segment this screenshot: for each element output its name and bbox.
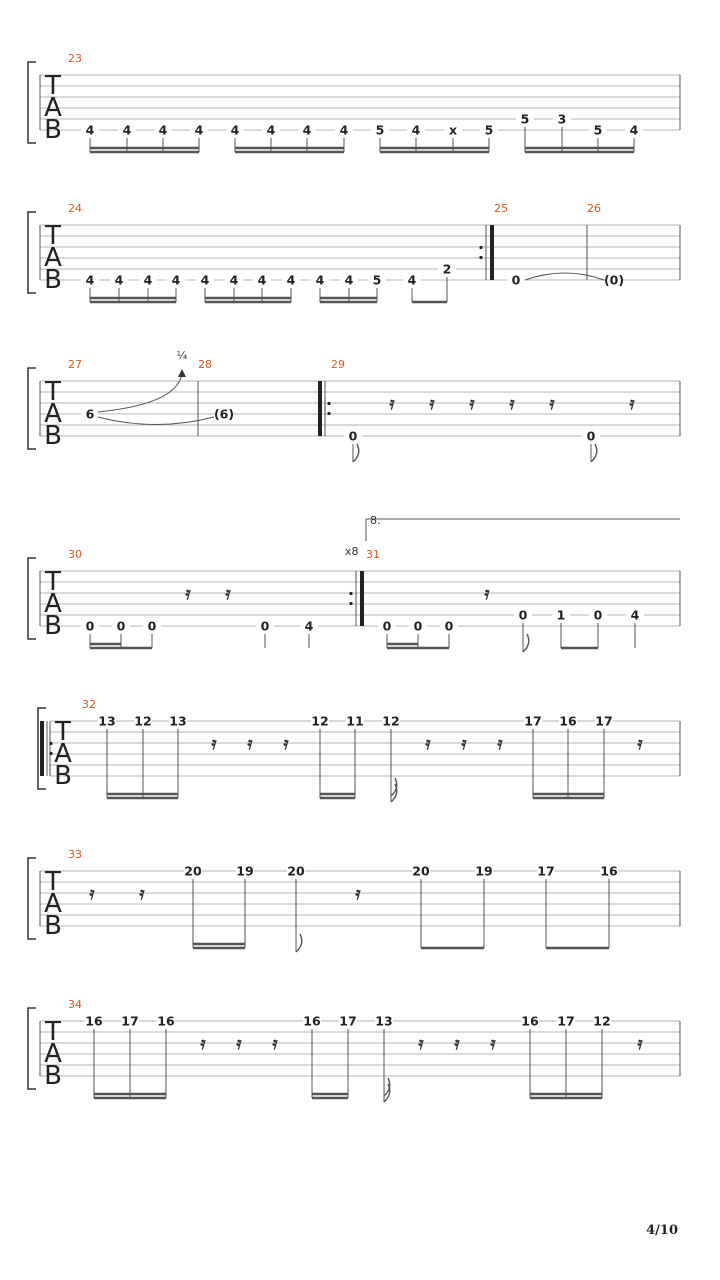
fret-number: (6) <box>213 406 235 422</box>
fret-number: 20 <box>184 863 202 879</box>
repeat-dot <box>327 402 330 405</box>
fret-number: 4 <box>230 122 240 138</box>
tab-clef-letter: A <box>44 93 62 123</box>
note-flag <box>591 444 597 462</box>
rest-symbol: 𝄿 <box>355 884 361 904</box>
system-brace <box>28 1008 36 1089</box>
rest-symbol: 𝄿 <box>637 1034 643 1054</box>
fret-number: 4 <box>411 122 421 138</box>
tab-system <box>28 202 680 302</box>
repeat-start-thick <box>40 721 44 776</box>
tab-clef-letter: A <box>44 889 62 919</box>
rest-symbol: 𝄿 <box>283 734 289 754</box>
fret-number: 20 <box>412 863 430 879</box>
bend-arrowhead <box>178 369 186 377</box>
fret-number: 17 <box>595 713 613 729</box>
rest-symbol: 𝄿 <box>247 734 253 754</box>
measure-number: 33 <box>68 848 82 861</box>
measure-number: 24 <box>68 202 82 215</box>
fret-number: 4 <box>171 272 181 288</box>
fret-number: 1 <box>556 607 566 623</box>
repeat-dot <box>327 412 330 415</box>
repeat-dot <box>49 742 52 745</box>
fret-number: 12 <box>593 1013 611 1029</box>
tab-clef-letter: A <box>44 399 62 429</box>
system-brace <box>28 368 36 449</box>
fret-number: 16 <box>85 1013 103 1029</box>
fret-number: 0 <box>85 618 95 634</box>
tab-clef-letter: T <box>45 1017 61 1047</box>
tie-arc <box>98 417 214 425</box>
fret-number: 4 <box>266 122 276 138</box>
measure-number: 28 <box>198 358 212 371</box>
fret-number: 19 <box>236 863 254 879</box>
tab-clef-letter: T <box>45 71 61 101</box>
rest-symbol: 𝄿 <box>236 1034 242 1054</box>
fret-number: 0 <box>116 618 126 634</box>
measure-number: 31 <box>366 548 380 561</box>
tab-system <box>28 52 680 152</box>
fret-number: 4 <box>302 122 312 138</box>
ottava-label: 8. <box>370 514 381 527</box>
fret-number: 5 <box>593 122 603 138</box>
tie-arc <box>525 273 604 280</box>
tab-system <box>28 349 680 462</box>
fret-number: 4 <box>344 272 354 288</box>
repeat-start-thick <box>318 381 322 436</box>
fret-number: 13 <box>98 713 116 729</box>
rest-symbol: 𝄿 <box>509 394 515 414</box>
tab-system <box>28 848 680 952</box>
tab-clef-letter: B <box>44 611 62 641</box>
fret-number: 16 <box>303 1013 321 1029</box>
fret-number: 16 <box>600 863 618 879</box>
measure-number: 32 <box>82 698 96 711</box>
rest-symbol: 𝄿 <box>139 884 145 904</box>
fret-number: 0 <box>260 618 270 634</box>
rest-symbol: 𝄿 <box>429 394 435 414</box>
tab-systems <box>28 52 680 1102</box>
system-brace <box>28 558 36 639</box>
fret-number: 4 <box>85 122 95 138</box>
fret-number: 13 <box>375 1013 393 1029</box>
tab-clef-letter: T <box>45 867 61 897</box>
fret-number: 0 <box>444 618 454 634</box>
tab-clef-letter: B <box>44 115 62 145</box>
fret-number: 16 <box>157 1013 175 1029</box>
fret-number: 5 <box>372 272 382 288</box>
tab-clef-letter: A <box>44 243 62 273</box>
fret-number: 17 <box>339 1013 357 1029</box>
rest-symbol: 𝄿 <box>637 734 643 754</box>
tab-clef-letter: B <box>44 265 62 295</box>
rest-symbol: 𝄿 <box>484 584 490 604</box>
system-brace <box>28 62 36 143</box>
rest-symbol: 𝄿 <box>225 584 231 604</box>
system-brace <box>28 212 36 293</box>
fret-number: 4 <box>229 272 239 288</box>
fret-number: 13 <box>169 713 187 729</box>
fret-number: 4 <box>143 272 153 288</box>
rest-symbol: 𝄿 <box>200 1034 206 1054</box>
system-brace <box>28 858 36 939</box>
repeat-dot <box>49 752 52 755</box>
fret-number: 0 <box>348 428 358 444</box>
fret-number: 4 <box>194 122 204 138</box>
rest-symbol: 𝄿 <box>549 394 555 414</box>
fret-number: 19 <box>475 863 493 879</box>
repeat-count-label: x8 <box>345 545 359 558</box>
rest-symbol: 𝄿 <box>418 1034 424 1054</box>
rest-symbol: 𝄿 <box>461 734 467 754</box>
tab-clef-letter: T <box>45 567 61 597</box>
tab-clef-letter: T <box>45 221 61 251</box>
fret-number: 3 <box>557 111 567 127</box>
fret-number: 4 <box>122 122 132 138</box>
measure-number: 30 <box>68 548 82 561</box>
fret-number: 17 <box>537 863 555 879</box>
repeat-dot <box>349 602 352 605</box>
fret-number: 4 <box>407 272 417 288</box>
bend-amount-label: ¼ <box>176 349 188 362</box>
fret-number: 6 <box>85 406 95 422</box>
fret-number: 17 <box>524 713 542 729</box>
repeat-end-thick <box>360 571 364 626</box>
fret-number: 0 <box>518 607 528 623</box>
tab-clef-letter: B <box>44 1061 62 1091</box>
measure-number: 26 <box>587 202 601 215</box>
fret-number: 0 <box>593 607 603 623</box>
fret-number: 17 <box>557 1013 575 1029</box>
measure-number: 27 <box>68 358 82 371</box>
measure-number: 23 <box>68 52 82 65</box>
repeat-dot <box>479 246 482 249</box>
tab-clef-letter: B <box>44 911 62 941</box>
rest-symbol: 𝄿 <box>490 1034 496 1054</box>
fret-number: 17 <box>121 1013 139 1029</box>
fret-number: 4 <box>315 272 325 288</box>
fret-number: 0 <box>382 618 392 634</box>
fret-number: 0 <box>586 428 596 444</box>
fret-number: (0) <box>603 272 625 288</box>
fret-number: 4 <box>304 618 314 634</box>
fret-number: 4 <box>339 122 349 138</box>
rest-symbol: 𝄿 <box>454 1034 460 1054</box>
tab-clef-letter: T <box>55 717 71 747</box>
tab-clef-letter: B <box>54 761 72 791</box>
fret-number: 5 <box>520 111 530 127</box>
fret-number: 4 <box>114 272 124 288</box>
rest-symbol: 𝄿 <box>425 734 431 754</box>
rest-symbol: 𝄿 <box>89 884 95 904</box>
fret-number: 0 <box>511 272 521 288</box>
tab-clef-letter: A <box>44 1039 62 1069</box>
tab-clef-letter: A <box>44 589 62 619</box>
note-flag <box>296 934 302 952</box>
note-flag <box>353 444 359 462</box>
fret-number: 16 <box>521 1013 539 1029</box>
tab-clef-letter: B <box>44 421 62 451</box>
fret-number: 4 <box>158 122 168 138</box>
fret-number: x <box>448 122 458 138</box>
fret-number: 4 <box>257 272 267 288</box>
rest-symbol: 𝄿 <box>629 394 635 414</box>
measure-number: 29 <box>331 358 345 371</box>
rest-symbol: 𝄿 <box>389 394 395 414</box>
fret-number: 0 <box>147 618 157 634</box>
measure-number: 25 <box>494 202 508 215</box>
fret-number: 16 <box>559 713 577 729</box>
fret-number: 0 <box>413 618 423 634</box>
tab-system <box>38 698 680 802</box>
fret-number: 4 <box>286 272 296 288</box>
rest-symbol: 𝄿 <box>272 1034 278 1054</box>
fret-number: 2 <box>442 261 452 277</box>
fret-number: 5 <box>484 122 494 138</box>
page-number: 4/10 <box>646 1223 678 1238</box>
tab-clef-letter: T <box>45 377 61 407</box>
note-flag <box>523 634 529 652</box>
fret-number: 12 <box>311 713 329 729</box>
tab-clef-letter: A <box>54 739 72 769</box>
fret-number: 4 <box>630 607 640 623</box>
repeat-dot <box>479 256 482 259</box>
fret-number: 5 <box>375 122 385 138</box>
fret-number: 20 <box>287 863 305 879</box>
rest-symbol: 𝄿 <box>497 734 503 754</box>
rest-symbol: 𝄿 <box>185 584 191 604</box>
fret-number: 12 <box>382 713 400 729</box>
repeat-dot <box>349 592 352 595</box>
fret-number: 11 <box>346 713 364 729</box>
repeat-end-thick <box>490 225 494 280</box>
fret-number: 4 <box>629 122 639 138</box>
rest-symbol: 𝄿 <box>211 734 217 754</box>
tab-system <box>28 514 680 652</box>
rest-symbol: 𝄿 <box>469 394 475 414</box>
fret-number: 12 <box>134 713 152 729</box>
tab-system <box>28 998 680 1102</box>
measure-number: 34 <box>68 998 82 1011</box>
fret-number: 4 <box>85 272 95 288</box>
fret-number: 4 <box>200 272 210 288</box>
